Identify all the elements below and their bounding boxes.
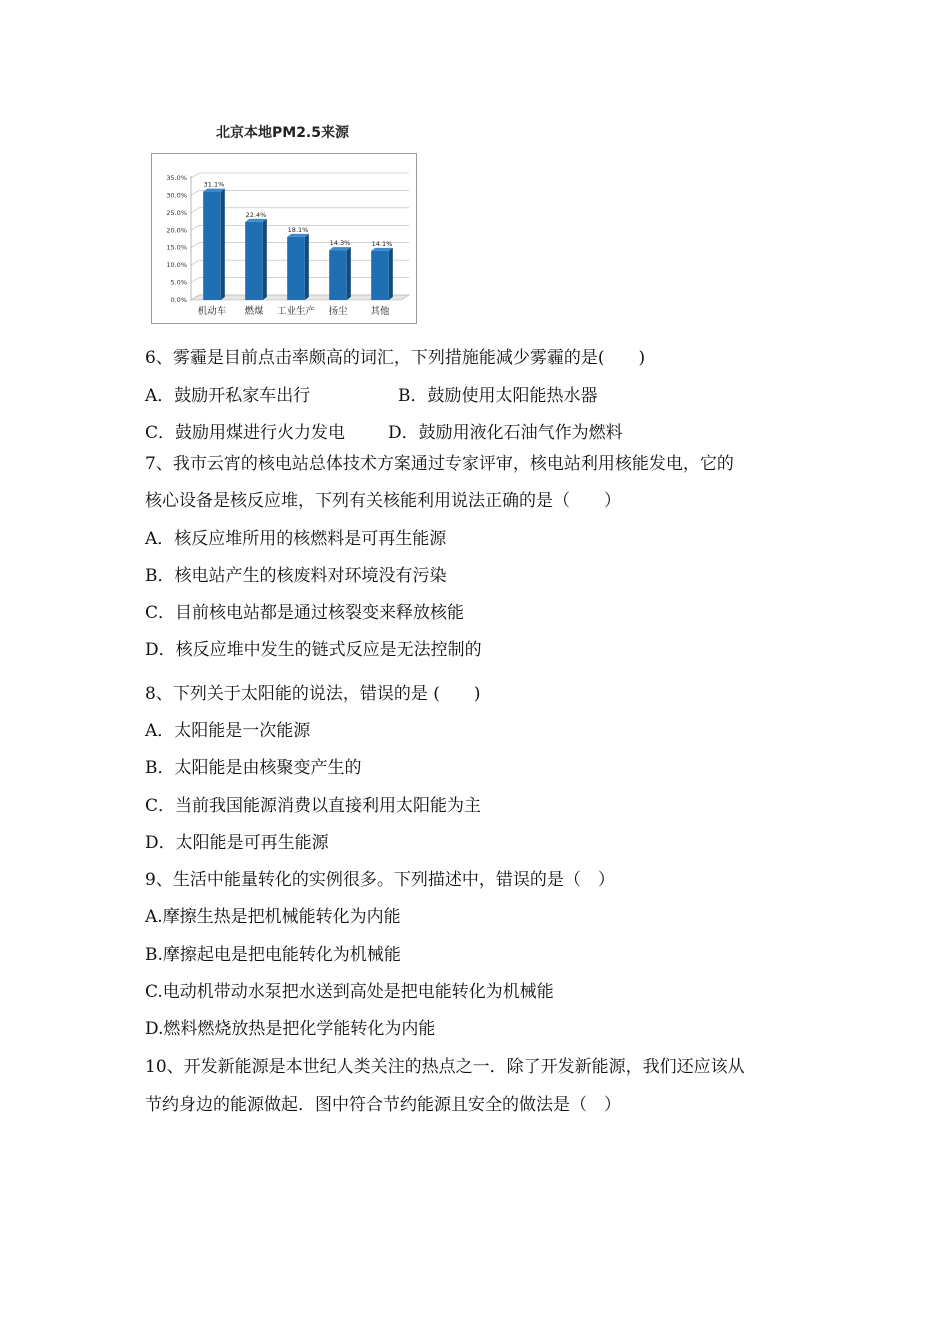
q7-option-d: D．核反应堆中发生的链式反应是无法控制的 (145, 640, 482, 660)
q9-option-d: D.燃料燃烧放热是把化学能转化为内能 (145, 1019, 436, 1039)
y-tick-label: 30.0% (166, 191, 187, 200)
y-tick-label: 10.0% (166, 261, 187, 270)
x-tick-label: 其他 (370, 306, 390, 317)
bar-side (389, 248, 393, 300)
bar (203, 192, 221, 300)
data-label: 22.4% (245, 210, 267, 219)
q7-stem-line-2: 核心设备是核反应堆，下列有关核能利用说法正确的是（ ） (145, 491, 621, 511)
bar (329, 250, 347, 300)
y-tick-label: 15.0% (166, 243, 187, 252)
q9-option-a: A.摩擦生热是把机械能转化为内能 (145, 907, 401, 927)
bar-side (347, 247, 351, 300)
q8-stem: 8、下列关于太阳能的说法，错误的是 ( ) (145, 684, 481, 704)
bar-side (263, 219, 267, 300)
q7-option-b: B．核电站产生的核废料对环境没有污染 (145, 566, 447, 586)
q6-option-b: B．鼓励使用太阳能热水器 (398, 386, 598, 406)
q7-option-c: C．目前核电站都是通过核裂变来释放核能 (145, 603, 465, 623)
data-label: 14.3% (329, 239, 351, 248)
bar-side (221, 189, 225, 300)
q9-option-b: B.摩擦起电是把电能转化为机械能 (145, 945, 401, 965)
q6-option-d: D．鼓励用液化石油气作为燃料 (388, 423, 623, 443)
q6-option-c: C．鼓励用煤进行火力发电 (145, 423, 346, 443)
q6-stem: 6、雾霾是目前点击率颇高的词汇，下列措施能减少雾霾的是( ) (145, 348, 646, 368)
q8-option-c: C．当前我国能源消费以直接利用太阳能为主 (145, 796, 482, 816)
bar-side (305, 234, 309, 300)
q7-option-a: A．核反应堆所用的核燃料是可再生能源 (145, 529, 447, 549)
q8-option-b: B．太阳能是由核聚变产生的 (145, 758, 362, 778)
q10-stem-line-1: 10、开发新能源是本世纪人类关注的热点之一．除了开发新能源，我们还应该从 (145, 1057, 745, 1077)
data-label: 14.1% (371, 239, 393, 248)
x-tick-label: 工业生产 (276, 306, 316, 317)
y-tick-label: 20.0% (166, 226, 187, 235)
y-tick-label: 25.0% (166, 208, 187, 217)
pm25-bar-chart (151, 153, 417, 324)
q7-stem-line-1: 7、我市云宵的核电站总体技术方案通过专家评审，核电站利用核能发电，它的 (145, 454, 734, 474)
bar (245, 222, 263, 300)
chart-title: 北京本地PM2.5来源 (216, 125, 349, 141)
x-tick-label: 燃煤 (244, 306, 264, 317)
q9-stem: 9、生活中能量转化的实例很多。下列描述中，错误的是（ ） (145, 870, 615, 890)
data-label: 31.1% (203, 180, 225, 189)
x-tick-label: 扬尘 (328, 306, 348, 317)
q8-option-a: A．太阳能是一次能源 (145, 721, 311, 741)
bar (287, 237, 305, 300)
y-tick-label: 0.0% (170, 296, 187, 304)
y-tick-label: 35.0% (166, 174, 187, 182)
x-tick-label: 机动车 (197, 306, 227, 317)
q6-option-a: A．鼓励开私家车出行 (145, 386, 311, 406)
bar (371, 251, 389, 300)
chart-svg (151, 153, 417, 324)
data-label: 18.1% (287, 225, 309, 234)
q8-option-d: D．太阳能是可再生能源 (145, 833, 329, 853)
y-tick-label: 5.0% (170, 278, 187, 287)
q9-option-c: C.电动机带动水泵把水送到高处是把电能转化为机械能 (145, 982, 554, 1002)
q10-stem-line-2: 节约身边的能源做起．图中符合节约能源且安全的做法是（ ） (145, 1095, 621, 1115)
